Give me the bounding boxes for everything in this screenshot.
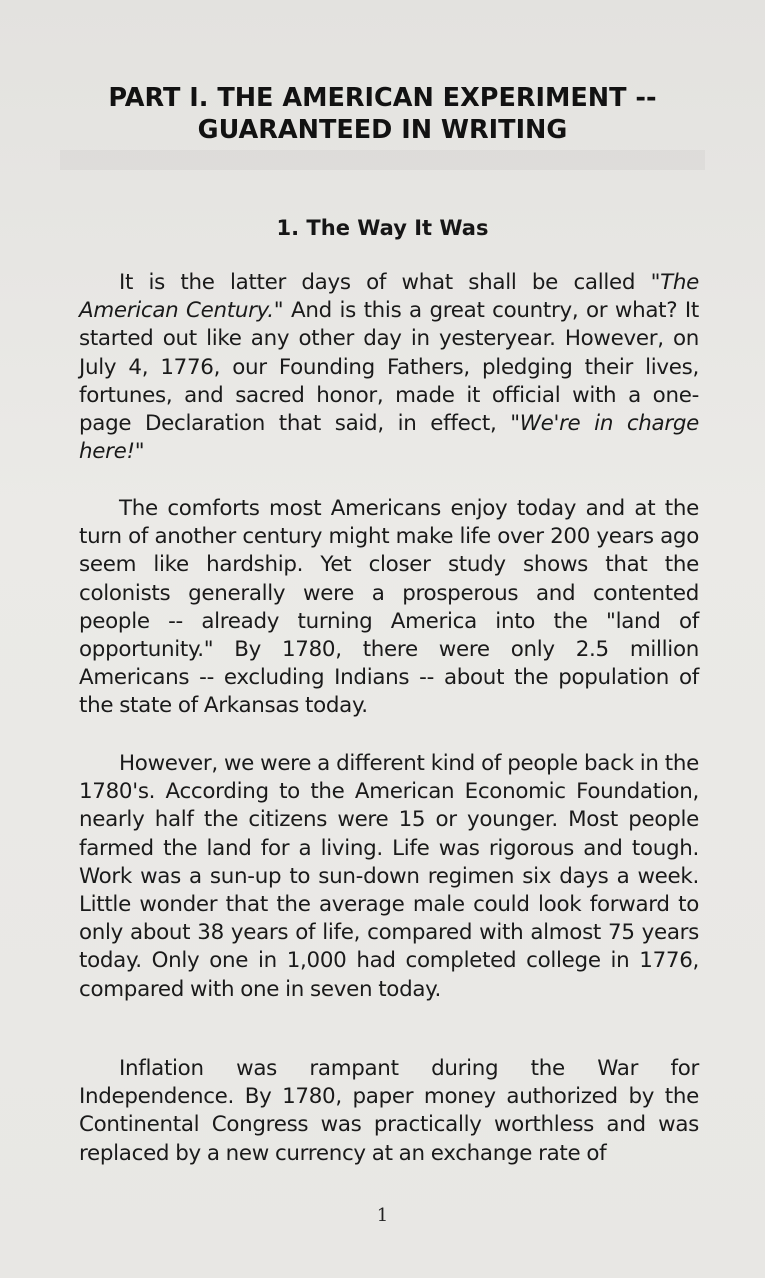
paragraph-2: The comforts most Americans enjoy today and at the turn of another century might make life over 200 years ago seem like hardship. Yet closer study shows that the colonists generally were a prosperous and contented people -- already turning America into the "land of opportunity." By 1780, there were only 2.5 million Americans -- excluding Indians -- about the population of the state of Arkansas today. <box>79 496 699 719</box>
page-title <box>40 82 725 146</box>
section-heading: 1. The Way It Was <box>276 216 489 240</box>
paragraph-1 <box>79 269 699 466</box>
paragraph-1-quote-in-charge: "We're in charge here!" <box>79 411 699 465</box>
page-number: 1 <box>376 1205 389 1226</box>
paragraph-1-text-a: It is the latter days of what shall be called <box>119 270 651 295</box>
paragraph-4: Inflation was rampant during the War for Independence. By 1780, paper money authorized by the Continental Congress was practically worthless and was replaced by a new currency at an exchange rate of <box>79 1056 699 1166</box>
paragraph-1-text-c: And is this a great country, or what? It started out like any other day in yesteryear. However, on July 4, 1776, our Founding Fathers, pledging their lives, fortunes, and sacred honor, made it official with a one-page Declaration that said, in effect, <box>79 298 699 437</box>
bleed-through-shadow <box>60 150 705 170</box>
page-title-line-2: GUARANTEED IN WRITING <box>197 115 568 145</box>
paragraph-3: However, we were a different kind of people back in the 1780's. According to the American Economic Foundation, nearly half the citizens were 15 or younger. Most people farmed the land for a living. Life was rigorous and tough. Work was a sun-up to sun-down regimen six days a week. Little wonder that the average male could look forward to only about 38 years of life, compared with almost 75 years today. Only one in 1,000 had completed college in 1776, compared with one in seven today. <box>79 751 699 1002</box>
paragraph-1-quote-american-century: "The American Century." <box>79 270 699 324</box>
page-title-line-1: PART I. THE AMERICAN EXPERIMENT -- <box>108 83 657 113</box>
